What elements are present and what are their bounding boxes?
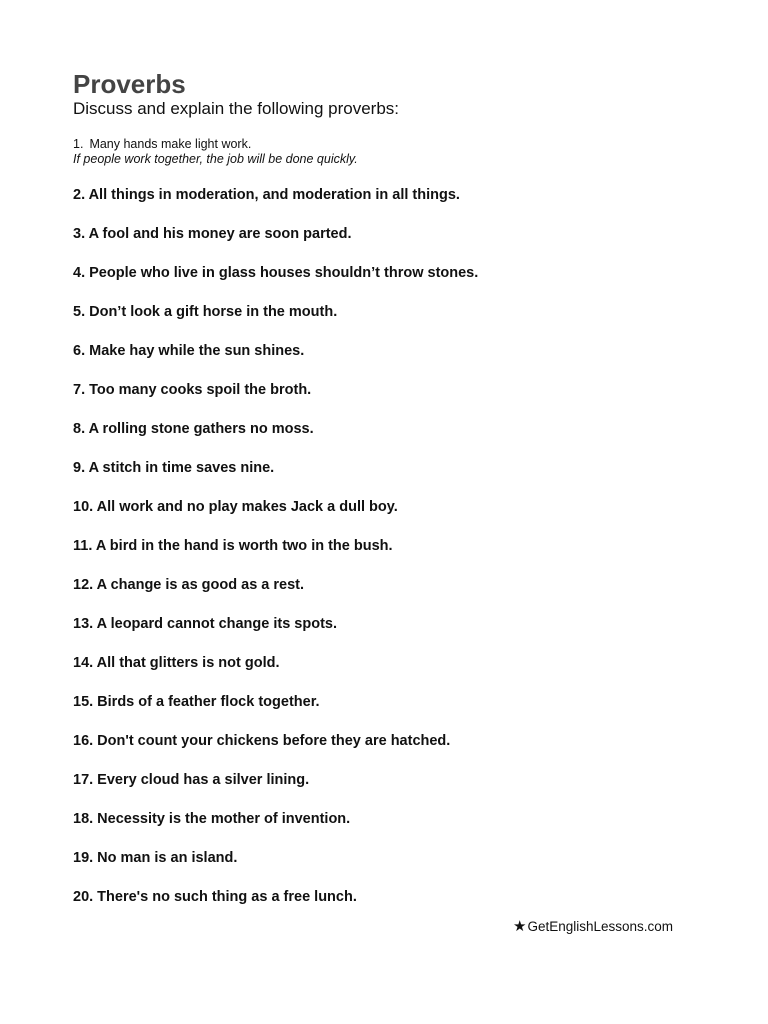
list-item: 15. Birds of a feather flock together. [73,694,320,710]
list-item: 5. Don’t look a gift horse in the mouth. [73,304,338,320]
page-title: Proverbs [73,69,186,99]
list-item: 9. A stitch in time saves nine. [73,460,275,476]
list-item: 8. A rolling stone gathers no moss. [73,421,314,437]
list-item: 6. Make hay while the sun shines. [73,343,305,359]
list-item: 11. A bird in the hand is worth two in the bush. [73,538,393,554]
list-item: 18. Necessity is the mother of invention. [73,811,351,827]
example-explanation: If people work together, the job will be done quickly. [73,152,358,166]
list-item: 20. There's no such thing as a free lunch. [73,889,357,905]
proverb-list [73,183,478,924]
list-item: 4. People who live in glass houses shouldn’t throw stones. [73,265,479,281]
list-item: 12. A change is as good as a rest. [73,577,305,593]
list-item: 14. All that glitters is not gold. [73,655,280,671]
example-proverb-text: Many hands make light work. [89,137,252,151]
example-proverb [73,137,358,167]
list-item: 13. A leopard cannot change its spots. [73,616,338,632]
site-credit-text: GetEnglishLessons.com [527,919,674,934]
list-item: 17. Every cloud has a silver lining. [73,772,310,788]
example-number: 1. [73,137,84,151]
list-item: 3. A fool and his money are soon parted. [73,226,352,242]
list-item: 10. All work and no play makes Jack a dull boy. [73,499,398,515]
list-item: 19. No man is an island. [73,850,238,866]
list-item: 16. Don't count your chickens before they are hatched. [73,733,451,749]
instructions: Discuss and explain the following proverbs: [73,99,400,118]
star-icon: ★ [513,918,527,935]
list-item: 2. All things in moderation, and moderation in all things. [73,187,460,203]
site-credit [513,918,673,936]
list-item: 7. Too many cooks spoil the broth. [73,382,312,398]
